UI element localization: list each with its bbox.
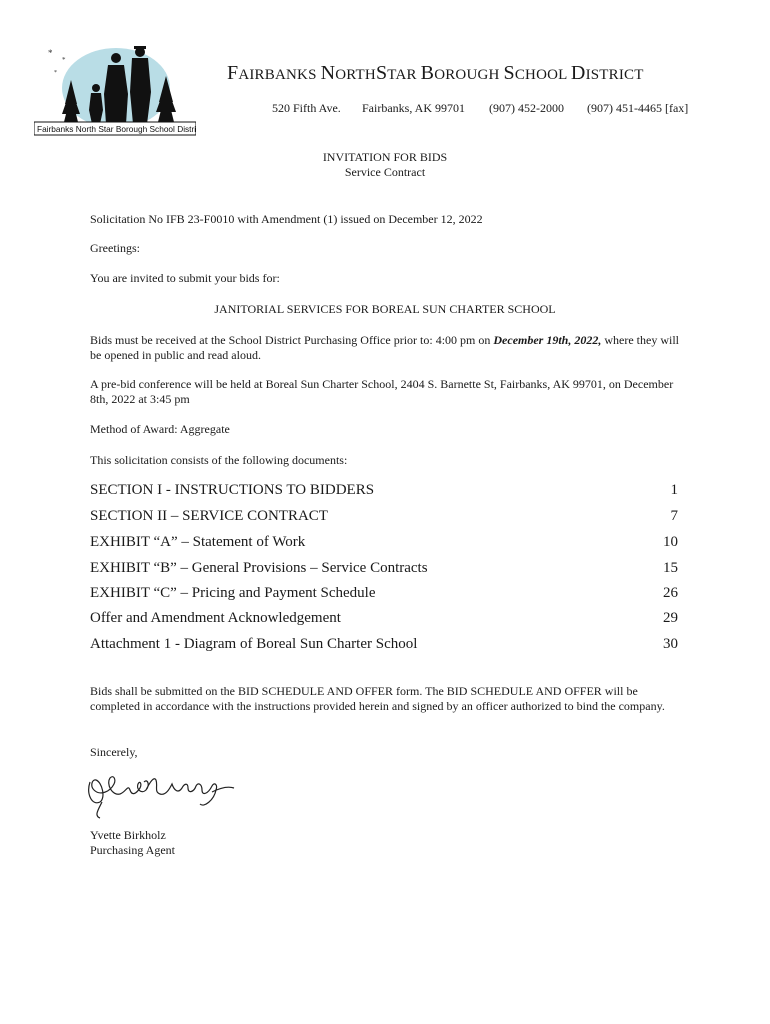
- fax: (907) 451-4465 [fax]: [587, 101, 689, 115]
- phone: (907) 452-2000: [489, 101, 564, 115]
- signature-image: [84, 764, 244, 824]
- greeting: Greetings:: [90, 241, 140, 255]
- document-page: 30: [663, 636, 678, 652]
- title-word-cap: D: [570, 62, 586, 84]
- title-word-rest: ORTH: [335, 67, 376, 83]
- address: 520 Fifth Ave.: [272, 101, 341, 115]
- title-word-rest: ISTRICT: [585, 67, 644, 83]
- list-item: [90, 508, 678, 528]
- title-word-rest: AIRBANKS: [238, 67, 321, 83]
- document-title: SECTION II – SERVICE CONTRACT: [90, 508, 328, 524]
- deadline-text-after: where they will be opened in public and read aloud.: [90, 333, 680, 362]
- document-title: EXHIBIT “A” – Statement of Work: [90, 534, 306, 550]
- document-title: Offer and Amendment Acknowledgement: [90, 610, 341, 626]
- deadline-text-before: Bids must be received at the School District Purchasing Office prior to: 4:00 pm on: [90, 333, 494, 347]
- document-page: 1: [670, 482, 678, 498]
- title-word-rest: TAR: [387, 67, 421, 83]
- logo-image: [34, 44, 196, 136]
- document-title: Attachment 1 - Diagram of Boreal Sun Charter School: [90, 636, 418, 652]
- document-title: EXHIBIT “C” – Pricing and Payment Schedule: [90, 585, 376, 601]
- document-page: 15: [663, 560, 678, 576]
- title-word-cap: B: [420, 62, 435, 84]
- award-method: Method of Award: Aggregate: [90, 422, 230, 436]
- svg-text:*: *: [48, 48, 53, 58]
- signer-role: Purchasing Agent: [90, 843, 175, 857]
- deadline-paragraph: [90, 333, 680, 363]
- document-title: EXHIBIT “B” – General Provisions – Service Contracts: [90, 560, 428, 576]
- solicitation-line: Solicitation No IFB 23-F0010 with Amendment (1) issued on December 12, 2022: [90, 212, 483, 226]
- document-page: 26: [663, 585, 678, 601]
- list-item: [90, 534, 678, 554]
- title-word-cap: S: [375, 62, 388, 84]
- document-page: 29: [663, 610, 678, 626]
- city: Fairbanks, AK 99701: [362, 101, 465, 115]
- title-word-cap: S: [503, 62, 515, 84]
- prebid-paragraph: A pre-bid conference will be held at Boreal Sun Charter School, 2404 S. Barnette St, Fairbanks, AK 99701, on December 8th, 2022 at 3:45 pm: [90, 377, 674, 406]
- list-item: [90, 482, 678, 502]
- list-item: [90, 560, 678, 580]
- signature: [84, 764, 244, 824]
- doc-heading: INVITATION FOR BIDS: [322, 150, 448, 164]
- title-word-rest: CHOOL: [514, 67, 571, 83]
- title-word-cap: N: [320, 62, 336, 84]
- list-item: [90, 636, 678, 656]
- title-word-cap: F: [227, 62, 239, 84]
- title-word-rest: OROUGH: [434, 67, 504, 83]
- doc-subheading: Service Contract: [344, 165, 426, 179]
- logo-caption: Fairbanks North Star Borough School District: [37, 124, 196, 134]
- closing: Sincerely,: [90, 745, 138, 759]
- list-item: [90, 610, 678, 630]
- signer-name: Yvette Birkholz: [90, 828, 166, 842]
- documents-intro: This solicitation consists of the following documents:: [90, 453, 348, 467]
- list-item: [90, 585, 678, 605]
- document-page: 10: [663, 534, 678, 550]
- deadline-date: December 19th, 2022,: [493, 333, 602, 347]
- district-title: [227, 62, 644, 85]
- svg-text:*: *: [62, 56, 66, 64]
- document-title: SECTION I - INSTRUCTIONS TO BIDDERS: [90, 482, 375, 498]
- project-title: JANITORIAL SERVICES FOR BOREAL SUN CHARTER SCHOOL: [214, 302, 556, 316]
- document-page: 7: [670, 508, 678, 524]
- svg-text:*: *: [54, 70, 57, 76]
- submission-paragraph: Bids shall be submitted on the BID SCHEDULE AND OFFER form. The BID SCHEDULE AND OFFER will be completed in accordance with the instructions provided herein and signed by an officer authorized to bind the company.: [90, 684, 665, 713]
- documents-list: [90, 482, 678, 662]
- invite-line: You are invited to submit your bids for:: [90, 271, 280, 285]
- district-logo: [34, 44, 196, 136]
